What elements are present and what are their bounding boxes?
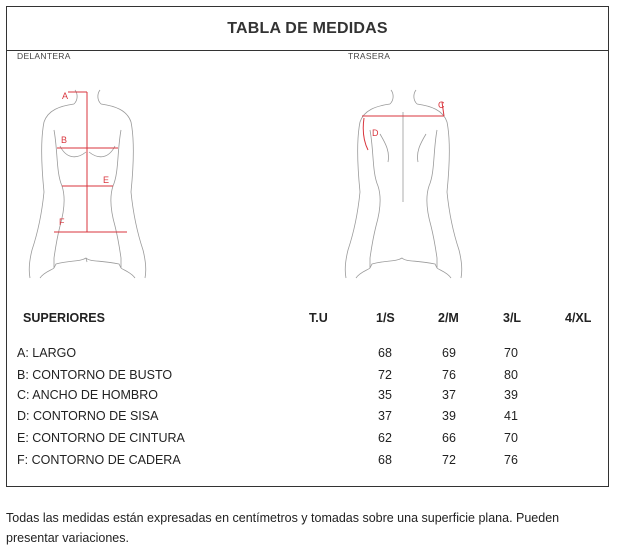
row-label: A: LARGO (17, 346, 77, 360)
back-view-label: TRASERA (348, 51, 391, 61)
chart-title: TABLA DE MEDIDAS (227, 19, 388, 37)
cell-s: 37 (378, 409, 392, 423)
cell-m: 72 (442, 453, 456, 467)
marker-c: C (438, 100, 445, 110)
header-tu: T.U (309, 311, 328, 325)
header-size-s: 1/S (376, 311, 395, 325)
cell-s: 35 (378, 388, 392, 402)
header-size-xl: 4/XL (565, 311, 592, 325)
cell-m: 66 (442, 431, 456, 445)
cell-m: 37 (442, 388, 456, 402)
cell-s: 68 (378, 453, 392, 467)
marker-f: F (59, 217, 65, 227)
row-label: E: CONTORNO DE CINTURA (17, 431, 185, 445)
header-size-l: 3/L (503, 311, 522, 325)
cell-l: 80 (504, 368, 518, 382)
title-bar (7, 7, 608, 51)
row-label: F: CONTORNO DE CADERA (17, 453, 181, 467)
cell-l: 39 (504, 388, 518, 402)
cell-l: 41 (504, 409, 518, 423)
back-marker-letters (360, 96, 460, 146)
row-label: B: CONTORNO DE BUSTO (17, 368, 173, 382)
marker-e: E (103, 175, 110, 185)
row-label: D: CONTORNO DE SISA (17, 409, 159, 423)
cell-l: 76 (504, 453, 518, 467)
cell-s: 72 (378, 368, 392, 382)
cell-m: 69 (442, 346, 456, 360)
cell-s: 62 (378, 431, 392, 445)
header-size-m: 2/M (438, 311, 459, 325)
cell-m: 39 (442, 409, 456, 423)
front-view-label: DELANTERA (17, 51, 71, 61)
marker-d: D (372, 128, 379, 138)
header-category: SUPERIORES (23, 311, 105, 325)
cell-l: 70 (504, 431, 518, 445)
front-marker-letters (56, 86, 116, 236)
cell-l: 70 (504, 346, 518, 360)
measurement-note: Todas las medidas están expresadas en centímetros y tomadas sobre una superficie plana. Pueden presentar variaciones. (6, 511, 560, 545)
marker-a: A (62, 91, 69, 101)
row-label: C: ANCHO DE HOMBRO (17, 388, 158, 402)
marker-b: B (61, 135, 68, 145)
cell-m: 76 (442, 368, 456, 382)
cell-s: 68 (378, 346, 392, 360)
